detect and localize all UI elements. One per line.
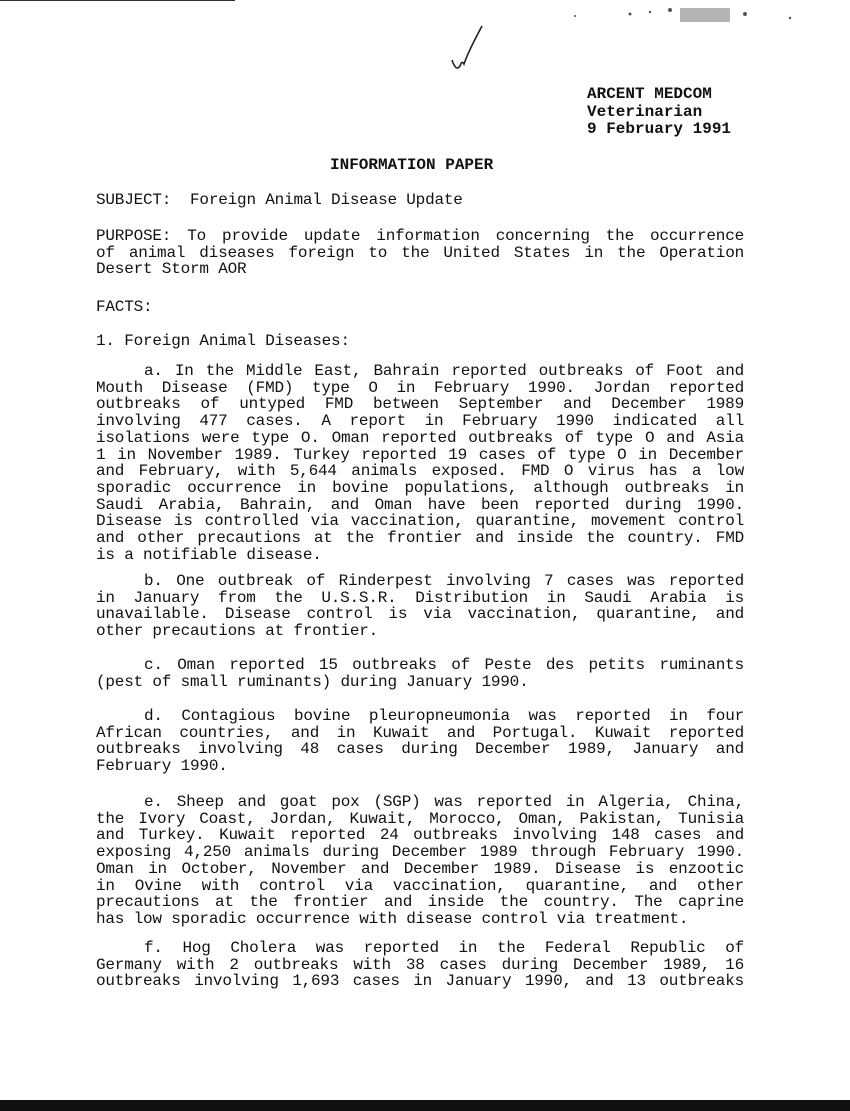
facts-label: FACTS: bbox=[96, 298, 153, 316]
text-line: and February, with 5,644 animals exposed. FMD O virus has a low bbox=[96, 462, 744, 481]
text-line: exposing 4,250 animals during December 1989 through February 1990. bbox=[96, 843, 744, 862]
text-line: and other precautions at the frontier and inside the country. FMD bbox=[96, 529, 744, 548]
paragraph-d bbox=[96, 708, 744, 775]
text-line: Germany with 2 outbreaks with 38 cases during December 1989, 16 bbox=[96, 955, 744, 974]
subject-line bbox=[96, 192, 744, 209]
text-line: Disease is controlled via vaccination, quarantine, movement control bbox=[96, 512, 744, 531]
text-line: c. Oman reported 15 outbreaks of Peste des petits ruminants bbox=[144, 656, 744, 674]
text-line: is a notifiable disease. bbox=[96, 545, 322, 564]
text-line: PURPOSE: To provide update information concerning the occurrence bbox=[96, 227, 744, 245]
document-header bbox=[587, 86, 731, 139]
text-line: outbreaks involving 48 cases during December 1989, January and bbox=[96, 740, 744, 759]
text-line: in Ovine with control via vaccination, quarantine, and other bbox=[96, 876, 744, 895]
subject-label: SUBJECT: bbox=[96, 191, 172, 209]
subject-text: Foreign Animal Disease Update bbox=[190, 191, 463, 209]
text-line: Mouth Disease (FMD) type O in February 1990. Jordan reported bbox=[96, 378, 744, 397]
text-line: isolations were type O. Oman reported outbreaks of type O and Asia bbox=[96, 428, 744, 447]
paragraph-f bbox=[96, 940, 744, 990]
text-line: outbreaks involving 1,693 cases in January 1990, and 13 outbreaks bbox=[96, 972, 744, 991]
text-line: Saudi Arabia, Bahrain, and Oman have been reported during 1990. bbox=[96, 495, 744, 514]
text-line: 1 in November 1989. Turkey reported 19 cases of type O in December bbox=[96, 445, 744, 464]
scan-edge-line bbox=[0, 0, 235, 1]
paragraph-b bbox=[96, 573, 744, 640]
text-line: Oman in October, November and December 1989. Disease is enzootic bbox=[96, 859, 744, 878]
paragraph-a bbox=[96, 363, 744, 563]
text-line: f. Hog Cholera was reported in the Federal Republic of bbox=[144, 939, 744, 957]
text-line: in January from the U.S.S.R. Distribution in Saudi Arabia is bbox=[96, 588, 744, 607]
header-org: ARCENT MEDCOM bbox=[587, 85, 712, 103]
text-line: e. Sheep and goat pox (SGP) was reported in Algeria, China, bbox=[144, 793, 744, 811]
text-line: outbreaks of untyped FMD between September and December 1989 bbox=[96, 395, 744, 414]
text-line: (pest of small ruminants) during January 1990. bbox=[96, 672, 529, 691]
text-line: February 1990. bbox=[96, 757, 228, 776]
text-line: of animal diseases foreign to the United States in the Operation bbox=[96, 243, 744, 262]
handwritten-checkmark bbox=[448, 22, 488, 74]
page-title: INFORMATION PAPER bbox=[330, 156, 494, 174]
header-role: Veterinarian bbox=[587, 102, 703, 121]
scan-noise-artifact bbox=[560, 0, 810, 30]
text-line: a. In the Middle East, Bahrain reported outbreaks of Foot and bbox=[144, 362, 744, 380]
paragraph-c bbox=[96, 657, 744, 690]
section-heading: 1. Foreign Animal Diseases: bbox=[96, 332, 350, 350]
text-line: Desert Storm AOR bbox=[96, 260, 247, 279]
text-line: other precautions at frontier. bbox=[96, 622, 379, 641]
text-line: and Turkey. Kuwait reported 24 outbreaks involving 148 cases and bbox=[96, 826, 744, 845]
text-line: African countries, and in Kuwait and Portugal. Kuwait reported bbox=[96, 723, 744, 742]
purpose-paragraph bbox=[96, 228, 744, 278]
text-line: the Ivory Coast, Jordan, Kuwait, Morocco, Oman, Pakistan, Tunisia bbox=[96, 809, 744, 828]
text-line: b. One outbreak of Rinderpest involving 7 cases was reported bbox=[144, 572, 744, 590]
text-line: involving 477 cases. A report in February 1990 indicated all bbox=[96, 412, 744, 431]
text-line: unavailable. Disease control is via vaccination, quarantine, and bbox=[96, 605, 744, 624]
text-line: has low sporadic occurrence with disease control via treatment. bbox=[96, 909, 689, 928]
paragraph-e bbox=[96, 794, 744, 928]
text-line: precautions at the frontier and inside the country. The caprine bbox=[96, 893, 744, 912]
scan-bottom-edge bbox=[0, 1100, 850, 1111]
text-line: d. Contagious bovine pleuropneumonia was reported in four bbox=[144, 707, 744, 725]
text-line: sporadic occurrence in bovine populations, although outbreaks in bbox=[96, 478, 744, 497]
header-date: 9 February 1991 bbox=[587, 120, 732, 138]
